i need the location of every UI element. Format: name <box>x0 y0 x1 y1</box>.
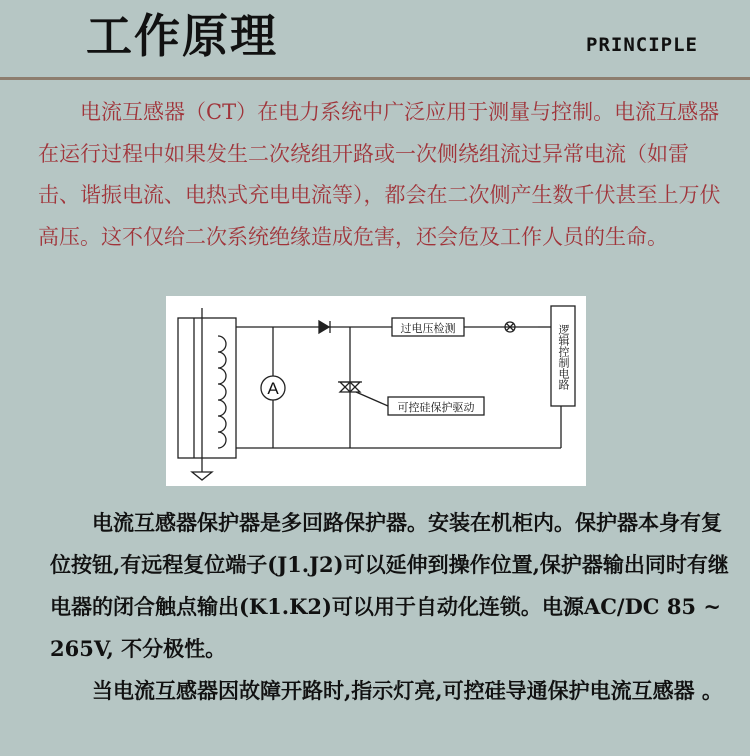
scr-driver-label: 可控硅保护驱动 <box>397 401 475 414</box>
ammeter-symbol: A <box>267 379 279 398</box>
intro-paragraph: 电流互感器（CT）在电力系统中广泛应用于测量与控制。电流互感器在运行过程中如果发生二次绕组开路或一次侧绕组流过异常电流（如雷击、谐振电流、电热式充电电流等），都会在二次侧产生数千伏甚至上万伏高压。这不仅给二次系统绝缘造成危害，还会危及工作人员的生命。 <box>38 100 721 249</box>
body-text <box>50 502 730 712</box>
logic-label: 逻辑控制电路 <box>557 324 570 390</box>
page-subtitle: PRINCIPLE <box>586 34 698 56</box>
ct-core <box>178 318 236 458</box>
page-title: 工作原理 <box>86 9 278 63</box>
diode-icon <box>319 321 329 333</box>
body-paragraph-1: 电流互感器保护器是多回路保护器。安装在机柜内。保护器本身有复位按钮,有远程复位端子(J1.J2)可以延伸到操作位置,保护器输出同时有继电器的闭合触点输出(K1.K2)可以用于自动化连锁。电源AC/DC 85 ~ 265V, 不分极性。 <box>50 510 729 661</box>
header-divider <box>0 77 750 80</box>
overvoltage-label: 过电压检测 <box>400 322 456 335</box>
body-paragraph-2: 当电流互感器因故障开路时,指示灯亮,可控硅导通保护电流互感器 。 <box>92 678 723 703</box>
coil-icon <box>218 336 226 448</box>
circuit-diagram <box>166 296 586 486</box>
ground-icon <box>192 472 212 480</box>
